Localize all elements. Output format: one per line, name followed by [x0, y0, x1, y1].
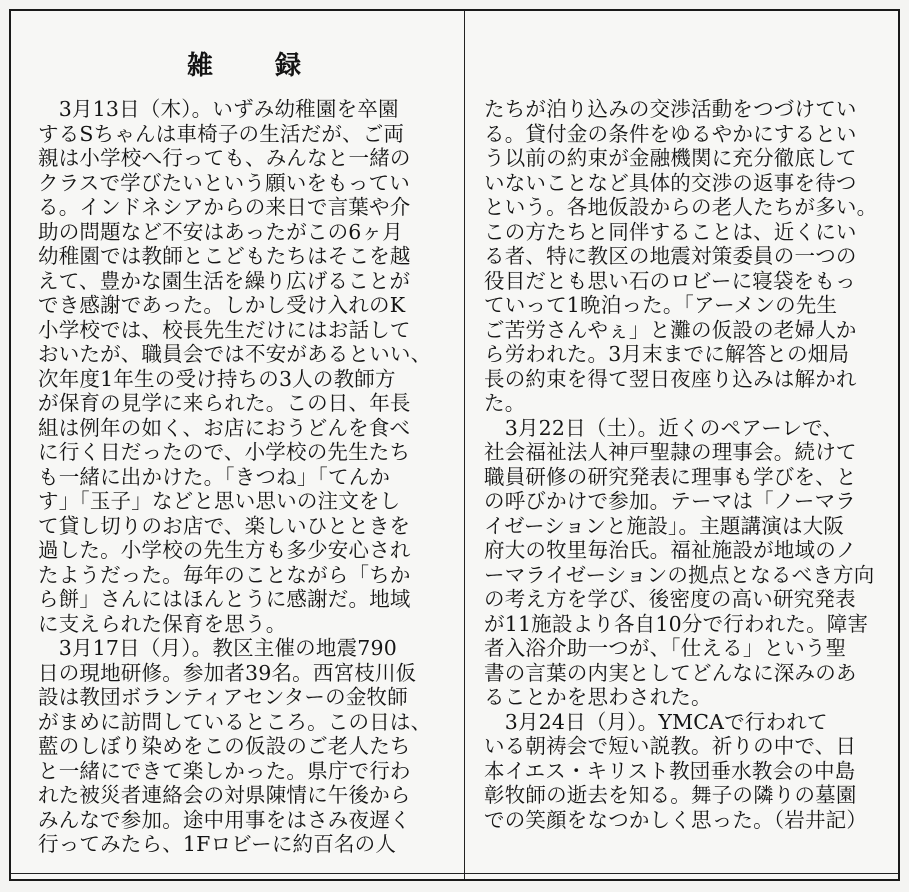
text-line: みんなで参加。途中用事をはさみ夜遅く [38, 807, 411, 832]
text-line: 長の約束を得て翌日夜座り込みは解かれ [484, 366, 857, 391]
text-line: での笑顔をなつかしく思った。（岩井記） [484, 807, 868, 832]
text-line: この方たちと同伴することは、近くにい [484, 219, 857, 244]
text-line: る者、特に教区の地震対策委員の一つの [484, 244, 857, 268]
text-line: す」「玉子」などと思い思いの注文をし [38, 489, 401, 513]
text-line: 3月24日（月）。YMCAで行われて [484, 709, 828, 734]
text-line: いないことなど具体的交渉の返事を待つ [484, 170, 857, 195]
article-title: 雑 録 [186, 51, 319, 81]
text-line: おいたが、職員会では不安があるといい、 [38, 342, 432, 366]
text-line: 書の言葉の内実としてどんなに深みのあ [484, 660, 857, 685]
text-line: る。貸付金の条件をゆるやかにするとい [484, 121, 857, 146]
text-line: 府大の牧里毎治氏。福祉施設が地域のノ [484, 538, 857, 562]
text-line: の呼びかけで参加。テーマは「ノーマラ [484, 489, 856, 513]
text-line: 3月22日（土）。近くのペアーレで、 [484, 415, 844, 440]
text-line: る。インドネシアからの来日で言葉や介 [38, 195, 411, 219]
text-line: れた被災者連絡会の対県陳情に午後から [38, 783, 411, 807]
text-line: でき感謝であった。しかし受け入れのK [38, 293, 406, 317]
text-line: の考え方を学び、後密度の高い研究発表 [484, 587, 856, 611]
text-line: がまめに訪問しているところ。この日は、 [38, 709, 432, 734]
text-line: たちが泊り込みの交渉活動をつづけてい [484, 97, 857, 121]
text-line: ることかを思わされた。 [484, 685, 712, 709]
text-line: ーマライゼーションの拠点となるべき方向 [484, 562, 875, 587]
text-line: ていって1晩泊った。「アーメンの先生 [484, 293, 838, 317]
text-line: 社会福祉法人神戸聖隷の理事会。続けて [484, 440, 857, 464]
text-line: クラスで学びたいという願いをもってい [38, 170, 410, 195]
text-line: 助の問題など不安はあったがこの6ヶ月 [38, 219, 403, 244]
bottom-rule [11, 873, 898, 874]
right-column [484, 97, 904, 832]
text-line: 藍のしぼり染めをこの仮設のご老人たち [38, 734, 411, 758]
text-line: 職員研修の研究発表に理事も学びを、と [484, 464, 857, 489]
text-line: に支えられた保育を思う。 [38, 611, 287, 636]
text-line: う以前の約束が金融機関に充分徹底して [484, 146, 857, 170]
text-line: いる朝祷会で短い説教。祈りの中で、日 [484, 734, 857, 758]
text-line: 役目だとも思い石のロビーに寝袋をもっ [484, 268, 856, 293]
text-line: に行く日だったので、小学校の先生たち [38, 440, 411, 464]
text-line: という。各地仮設からの老人たちが多い。 [484, 195, 878, 219]
text-line: 者入浴介助一つが、「仕える」という聖 [484, 636, 847, 660]
text-line: 日の現地研修。参加者39名。西宮枝川仮 [38, 660, 417, 685]
text-line: 過した。小学校の先生方も多少安心され [38, 538, 411, 562]
text-line: と一緒にできて楽しかった。県庁で行わ [38, 758, 411, 783]
text-line: 次年度1年生の受け持ちの3人の教師方 [38, 366, 396, 391]
text-line: て貸し切りのお店で、楽しいひとときを [38, 513, 411, 538]
text-line: 彰牧師の逝去を知る。舞子の隣りの墓園 [484, 783, 857, 807]
text-line: 3月17日（月）。教区主催の地震790 [38, 636, 398, 660]
text-line: 小学校では、校長先生だけにはお話して [38, 317, 411, 342]
text-line: 幼稚園では教師とこどもたちはそこを越 [38, 244, 411, 268]
text-line: が保育の見学に来られた。この日、年長 [38, 391, 411, 415]
text-line: が11施設より各自10分で行われた。障害 [484, 611, 869, 636]
text-line: ら餅」さんにはほんとうに感謝だ。地域 [38, 587, 411, 611]
article-page [9, 9, 900, 881]
text-line: も一緒に出かけた。「きつね」「てんか [38, 464, 391, 489]
column-divider [464, 11, 465, 879]
text-line: 設は教団ボランティアセンターの金牧師 [38, 685, 408, 709]
text-line: 親は小学校へ行っても、みんなと一緒の [38, 146, 411, 170]
text-line: ご苦労さんやぇ」と灘の仮設の老婦人か [484, 317, 857, 342]
text-line: ら労われた。3月末までに解答との畑局 [484, 342, 850, 366]
text-line: 行ってみたら、1Fロビーに約百名の人 [38, 832, 397, 856]
text-line: えて、豊かな園生活を繰り広げることが [38, 268, 411, 293]
text-line: たようだった。毎年のことながら「ちか [38, 562, 411, 587]
text-line: 3月13日（木）。いずみ幼稚園を卒園 [38, 97, 399, 121]
text-line: た。 [484, 391, 526, 415]
left-column [38, 97, 462, 857]
text-line: 本イエス・キリスト教団垂水教会の中島 [484, 758, 856, 783]
text-line: イゼーションと施設」。主題講演は大阪 [484, 513, 845, 538]
text-line: するSちゃんは車椅子の生活だが、ご両 [38, 121, 405, 146]
text-line: 組は例年の如く、お店におうどんを食べ [38, 415, 411, 440]
